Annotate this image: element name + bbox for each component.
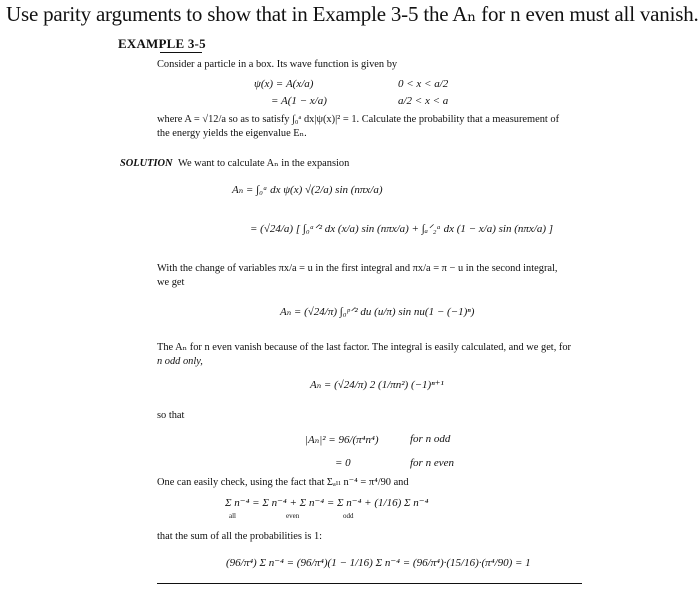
heading-underline — [160, 52, 202, 53]
change-variables-line-2: we get — [157, 277, 185, 288]
equation-an-substituted: Aₙ = (√24/π) ∫₀ᵖᐟ² du (u/π) sin nu(1 − (−1)ⁿ) — [280, 306, 475, 318]
equation-zero: = 0 — [335, 457, 351, 469]
example-heading: EXAMPLE 3-5 — [118, 36, 206, 51]
vanish-line-2: n odd only, — [157, 356, 203, 367]
solution-label: SOLUTION — [120, 158, 173, 169]
where-line-1: where A = √12/a so as to satisfy ∫₀ᵃ dx|ψ(x)|² = 1. Calculate the probability that a measurement of — [157, 114, 560, 125]
equation-an-definition: Aₙ = ∫₀ᵃ dx ψ(x) √(2/a) sin (nπx/a) — [232, 184, 383, 196]
sum-label-odd: odd — [343, 512, 354, 520]
psi-line-1: ψ(x) = A(x/a) — [254, 78, 314, 90]
equation-sum-split: Σ n⁻⁴ = Σ n⁻⁴ + Σ n⁻⁴ = Σ n⁻⁴ + (1/16) Σ n⁻⁴ — [225, 497, 429, 509]
condition-odd: for n odd — [410, 433, 451, 445]
probabilities-line: that the sum of all the probabilities is 1: — [157, 531, 323, 542]
where-line-2: the energy yields the eigenvalue Eₙ. — [157, 128, 307, 139]
change-variables-line-1: With the change of variables πx/a = u in the first integral and πx/a = π − u in the second integral, — [157, 263, 558, 274]
equation-an-split: = (√24/a) [ ∫₀ᵃᐟ² dx (x/a) sin (nπx/a) + ∫ₐᐟ₂ᵃ dx (1 − x/a) sin (nπx/a) ] — [250, 223, 554, 235]
equation-sum-probabilities: (96/π⁴) Σ n⁻⁴ = (96/π⁴)(1 − 1/16) Σ n⁻⁴ = (96/π⁴)·(15/16)·(π⁴/90) = 1 — [226, 557, 531, 569]
condition-even: for n even — [410, 457, 454, 469]
sum-label-even: even — [286, 512, 300, 520]
psi-range-2: a/2 < x < a — [398, 95, 449, 107]
example-intro: Consider a particle in a box. Its wave function is given by — [157, 59, 398, 70]
vanish-line-1: The Aₙ for n even vanish because of the last factor. The integral is easily calculated, and we get, for — [157, 342, 572, 353]
bottom-rule — [157, 583, 582, 584]
psi-range-1: 0 < x < a/2 — [398, 78, 449, 90]
sum-label-all: all — [229, 512, 236, 520]
so-that-text: so that — [157, 410, 185, 421]
question-text: Use parity arguments to show that in Example 3-5 the Aₙ for n even must all vanish. — [6, 2, 699, 26]
psi-line-2: = A(1 − x/a) — [271, 95, 327, 107]
solution-intro: We want to calculate Aₙ in the expansion — [178, 158, 350, 169]
check-line: One can easily check, using the fact that Σₐₗₗ n⁻⁴ = π⁴/90 and — [157, 477, 409, 488]
equation-probability: |Aₙ|² = 96/(π⁴n⁴) — [305, 434, 379, 446]
equation-an-result: Aₙ = (√24/π) 2 (1/πn²) (−1)ⁿ⁺¹ — [310, 379, 444, 391]
